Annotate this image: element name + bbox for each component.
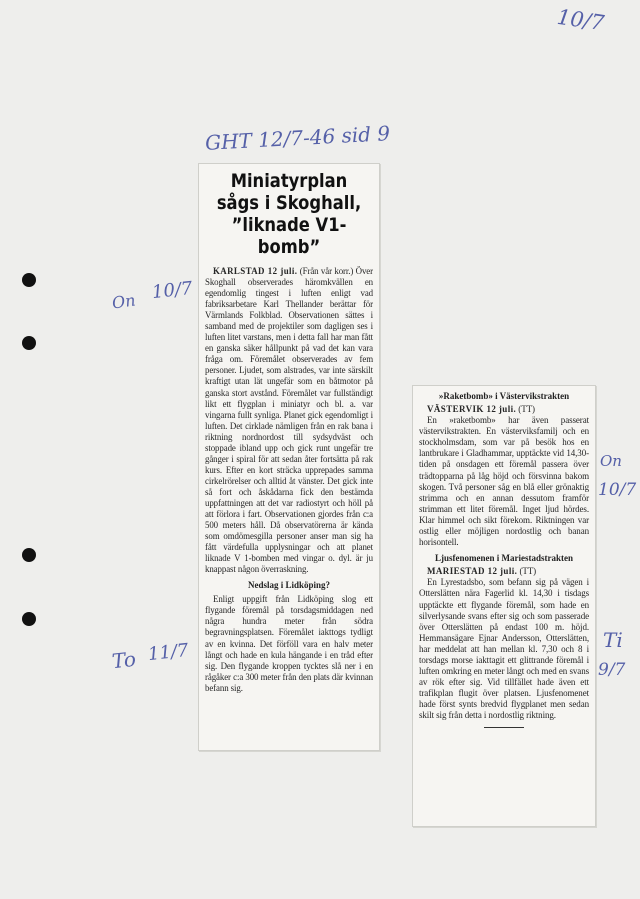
headline-line: ”liknade V1-bomb” [231, 214, 347, 258]
clipping-headline [203, 170, 375, 258]
article-paragraph: Enligt uppgift från Lidköping slog ett flygande föremål på torsdagsmiddagen ned några hundra meter från södra begravningsplatsen. Föremålet iakttogs tydligt av en kvinna. Det förföll vara en halv meter långt och hade en kula hängande i en tråd efter sig. Den flygande kroppen tycktes slå ner i en rågåker c:a 300 meter från den plats där kvinnan befann sig. [205, 594, 373, 693]
article-body [199, 266, 379, 694]
punch-hole [22, 612, 36, 626]
article-paragraph [419, 404, 589, 415]
article-heading: Ljusfenomenen i Mariestadstrakten [435, 553, 573, 564]
punch-hole [22, 548, 36, 562]
agency-tag: (TT) [517, 566, 537, 577]
dateline: VÄSTERVIK 12 juli. [427, 404, 517, 414]
newspaper-clipping-raketbomb [412, 385, 596, 827]
handwritten-ti-label: Ti [603, 628, 623, 652]
handwritten-on-date: 10/7 [151, 277, 194, 304]
article-paragraph: En Lyrestadsbo, som befann sig på vägen i Otterslätten nära Fagerlid kl. 14,30 i tisdags upptäckte ett flygande föremål, som hade en silverlysande svans efter sig och som passerade över Otterslätten på endast 100 m. höjd. Hemmansägare Ejnar Andersson, Otterslätten, har meddelat att han mellan kl. 7,30 och 8 i torsdags morse iakttagit ett glittrande föremål i luften omkring en meter långt och med en svans av rök efter sig. Vid tillfället hade även ett trafikplan flugit över platsen. Ljusfenomenet hade först synts bredvid flygplanet men sedan skilt sig från detta i nordostlig riktning. [419, 577, 589, 721]
punch-hole [22, 273, 36, 287]
dateline: KARLSTAD 12 juli. [213, 266, 298, 276]
article-paragraph [419, 566, 589, 577]
paragraph-text: (Från vår korr.) Över Skoghall observerades häromkvällen en egendomlig tingest i luften enligt vad fabriksarbetare Karl Thellander berättar för Värmlands Folkblad. Observationen sättes i samband med de projektiler som dagligen ses i luften litet varstans, men i detta fall har man fått en ganska säker hållpunkt på vad det kan vara fråga om. Föremålet observerades av fem personer. Ljudet, som alstrades, var inte särskilt kraftigt utan lät ungefär som en båtmotor på ganska stort avstånd. Föremålet var fullständigt likt ett flygplan i miniatyr och bl. a. var vingarna fullt synliga. Planet gick egendomligt i luften. Det cirklade nämligen från en rak bana i riktning nordnordost till sydsydväst och stoppade ibland upp och gick runt ungefär tre gånger i spiral för att sedan åter fortsätta på rak kurs. Efter en kort sträcka upprepades samma cirkelrörelser och alltid åt vänster. Det gick inte så fort och åskådarna fick den bestämda uppfattningen att det var radiostyrt och höll på att förlora i fart. Observationen gjordes från c:a 500 meters håll. Då observatörerna är kända som omdömesgilla personer anser man sig ha fått värdefulla upplysningar och att planet liknade V 1-bomben med vingar o. dyl. är ju knappast någon överraskning. [205, 266, 373, 575]
handwritten-source-note: GHT 12/7-46 sid 9 [204, 121, 391, 155]
headline-line: Miniatyrplan [230, 170, 348, 192]
handwritten-to-date: 11/7 [147, 639, 190, 666]
handwritten-page-number: 10/7 [555, 4, 606, 36]
end-rule [484, 727, 524, 728]
dateline: MARIESTAD 12 juli. [427, 566, 518, 577]
headline-line: sågs i Skoghall, [216, 192, 362, 214]
handwritten-on-label: On [110, 290, 137, 313]
article-paragraph: En »raketbomb» har även passerat västervikstrakten. En västerviksfamilj och en stockholmsdam, som var på besök hos en lantbrukare i Gladhammar, upptäckte vid 14,30-tiden på onsdagen ett föremål passera över trädtopparna på låg höjd och försvinna bakom skogen. Två personer såg en blå eller grönaktig strimma och en annan dessutom framför strimman ett litet föremål. Inget ljud hördes. Klar himmel och sikt förekom. Riktningen var ostlig eller möjligen nordostlig och banan horisontell. [419, 415, 589, 548]
article-paragraph [205, 266, 373, 575]
punch-hole [22, 336, 36, 350]
handwritten-to-label: To [110, 646, 138, 674]
agency-tag: (TT) [516, 404, 535, 414]
newspaper-clipping-skoghall [198, 163, 380, 751]
article-subhead: Nedslag i Lidköping? [247, 580, 331, 591]
article-heading: »Raketbomb» i Västervikstrakten [438, 391, 570, 401]
handwritten-on-label: On [600, 452, 622, 470]
handwritten-on-date: 10/7 [598, 480, 637, 500]
handwritten-ti-date: 9/7 [598, 660, 626, 680]
article-body [413, 390, 595, 728]
